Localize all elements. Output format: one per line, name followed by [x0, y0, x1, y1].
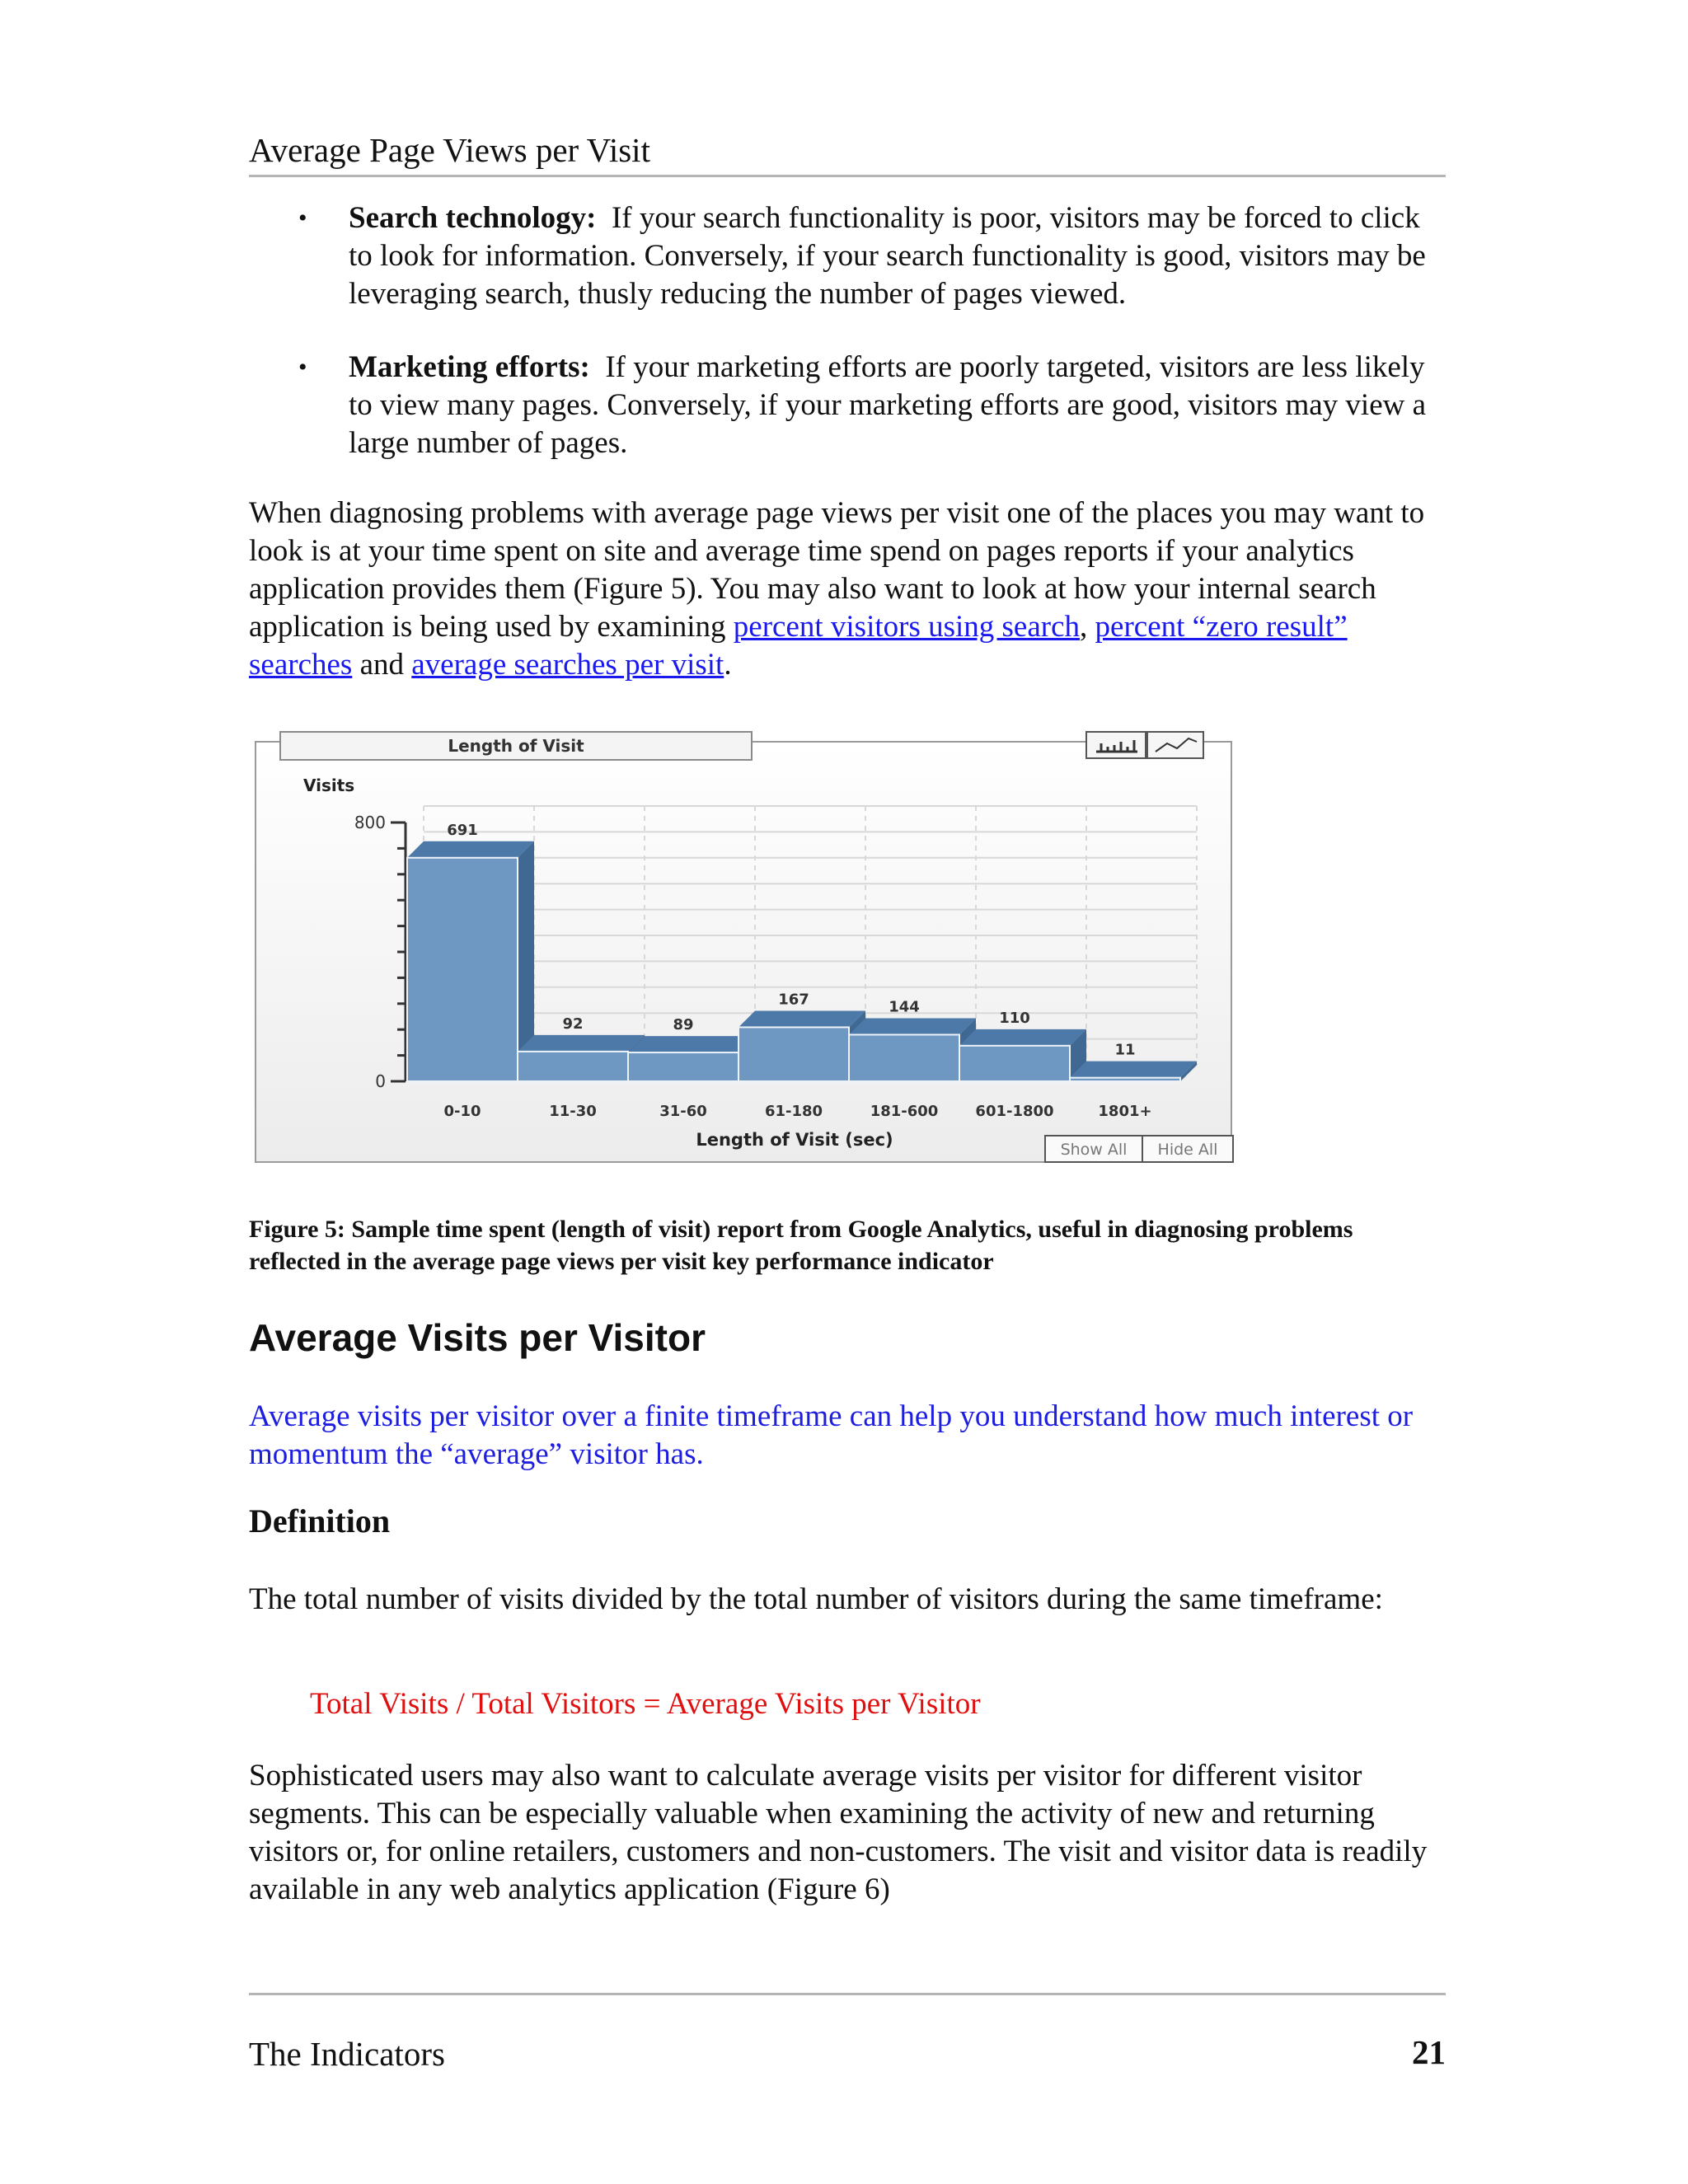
- diagnosing-separator: ,: [1080, 610, 1095, 644]
- link-average-searches-per-visit[interactable]: average searches per visit: [411, 648, 724, 682]
- length-of-visit-chart: [254, 729, 1243, 1174]
- page-number: 21: [1412, 2033, 1446, 2071]
- bar-view-toggle[interactable]: [1086, 732, 1146, 758]
- bar-181-600[interactable]: [849, 1018, 976, 1081]
- x-tick-label: 0-10: [443, 1103, 481, 1120]
- x-tick-label: 11-30: [549, 1103, 597, 1120]
- hide-all-label: Hide All: [1157, 1141, 1218, 1159]
- bar-value-label: 144: [889, 998, 920, 1016]
- bullet-marketing-efforts: [249, 349, 1446, 462]
- line-view-toggle[interactable]: [1147, 732, 1203, 758]
- bar-top: [1070, 1062, 1197, 1078]
- chart-svg: [254, 729, 1243, 1174]
- bar-1801+[interactable]: [1070, 1062, 1197, 1081]
- bar-61-180[interactable]: [738, 1010, 865, 1081]
- x-tick-label: 61-180: [764, 1103, 823, 1120]
- definition-heading: Definition: [249, 1502, 391, 1540]
- bar-front: [1070, 1078, 1180, 1081]
- diagnosing-text: When diagnosing problems with average page views per visit one of the places you may want to look is at your time spent on site and average time spend on pages reports if your analytics application provides them (Figure 5). You may also want to look at how your internal search application is being used by examining: [249, 496, 1425, 644]
- y-tick-label: 0: [375, 1071, 386, 1091]
- bar-top: [518, 1035, 645, 1052]
- bullet-list: [249, 199, 1446, 462]
- definition-text: The total number of visits divided by the total number of visitors during the same timeframe:: [249, 1582, 1383, 1616]
- bar-value-label: 89: [673, 1016, 694, 1034]
- bar-front: [628, 1052, 738, 1081]
- bar-front: [518, 1052, 628, 1081]
- bullet-text: If your search functionality is poor, visitors may be forced to click to look for information. Conversely, if your search functionality is good, visitors may be leveraging search, thusly reducing the number of pages viewed.: [349, 201, 1426, 311]
- bar-value-label: 167: [778, 991, 809, 1009]
- bar-top: [959, 1029, 1086, 1046]
- show-all-label: Show All: [1060, 1141, 1128, 1159]
- bar-front: [407, 858, 518, 1081]
- x-tick-label: 601-1800: [975, 1103, 1054, 1120]
- bar-top: [407, 841, 534, 858]
- running-header: Average Page Views per Visit: [249, 130, 1446, 177]
- bar-31-60[interactable]: [628, 1036, 755, 1081]
- footer-rule: [249, 1993, 1446, 1995]
- diagnosing-end: .: [724, 648, 732, 682]
- bar-value-label: 691: [447, 821, 478, 839]
- diagnosing-paragraph: [249, 494, 1446, 684]
- bar-top: [849, 1018, 976, 1034]
- bar-front: [849, 1034, 959, 1081]
- chart-title: Length of Visit: [448, 736, 584, 756]
- formula: Total Visits / Total Visitors = Average Visits per Visitor: [310, 1687, 981, 1721]
- bar-601-1800[interactable]: [959, 1029, 1086, 1081]
- bar-front: [959, 1046, 1070, 1081]
- bar-value-label: 110: [999, 1009, 1030, 1027]
- figure-caption: Figure 5: Sample time spent (length of visit) report from Google Analytics, useful in diagnosing problems reflected in the average page views per visit key performance indicator: [249, 1216, 1353, 1275]
- bar-value-label: 11: [1114, 1041, 1136, 1059]
- bar-0-10[interactable]: [407, 841, 534, 1081]
- bullet-term: Marketing efforts:: [349, 350, 590, 384]
- bullet-text: If your marketing efforts are poorly targeted, visitors are less likely to view many pages. Conversely, if your marketing efforts are good, visitors may view a large number of pages.: [349, 350, 1427, 460]
- bullet-term: Search technology:: [349, 201, 597, 235]
- sophisticated-paragraph: Sophisticated users may also want to calculate average visits per visitor for different visitor segments. This can be especially valuable when examining the activity of new and returning visitors or, for online retailers, customers and non-customers. The visit and visitor data is readily available in any web analytics application (Figure 6): [249, 1759, 1428, 1906]
- x-tick-label: 31-60: [659, 1103, 707, 1120]
- x-tick-label: 181-600: [870, 1103, 939, 1120]
- bar-top: [738, 1010, 865, 1027]
- link-percent-visitors-using-search[interactable]: percent visitors using search: [733, 610, 1081, 644]
- x-tick-label: 1801+: [1098, 1103, 1152, 1120]
- y-tick-label: 800: [354, 813, 386, 832]
- bar-value-label: 92: [562, 1015, 584, 1033]
- diagnosing-separator: and: [352, 648, 412, 682]
- bar-top: [628, 1036, 755, 1052]
- section-heading: Average Visits per Visitor: [249, 1316, 706, 1359]
- x-axis-label: Length of Visit (sec): [696, 1130, 893, 1150]
- link-percent-zero-result-searches[interactable]: percent “zero result” searches: [249, 610, 1348, 682]
- bar-front: [738, 1027, 849, 1081]
- footer-section-name: The Indicators: [249, 2035, 445, 2073]
- bullet-dot-icon: •: [298, 354, 307, 381]
- y-axis-label: Visits: [303, 776, 355, 795]
- bullet-search-technology: [249, 199, 1446, 313]
- section-intro: Average visits per visitor over a finite timeframe can help you understand how much interest or momentum the “average” visitor has.: [249, 1399, 1414, 1471]
- bar-11-30[interactable]: [518, 1035, 645, 1081]
- bullet-dot-icon: •: [298, 204, 307, 232]
